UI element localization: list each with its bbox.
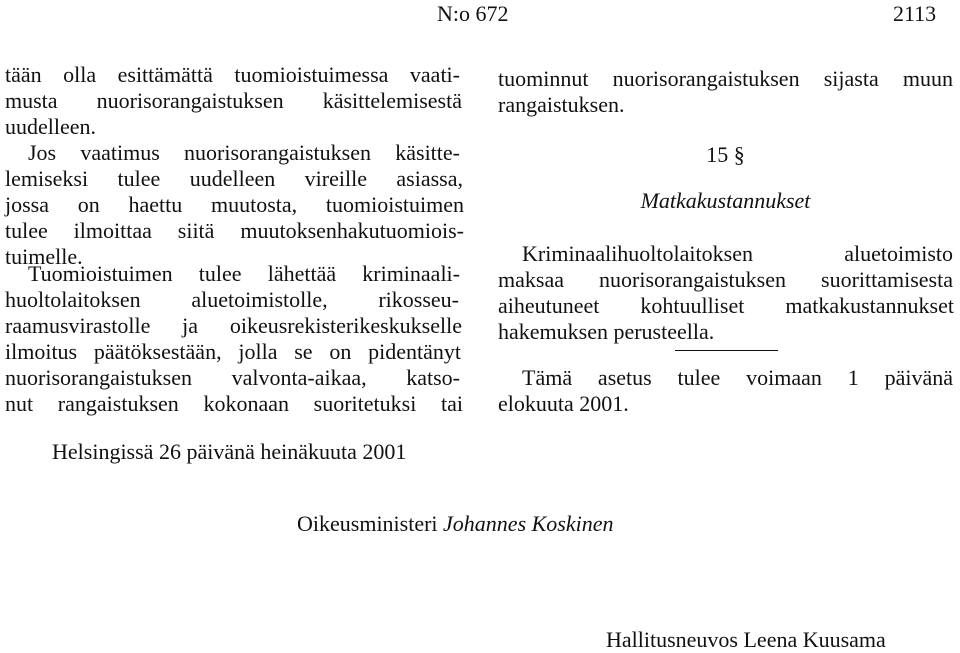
body-line: tään olla esittämättä tuomioistuimessa vaati- bbox=[5, 62, 460, 87]
body-line: tuimelle. bbox=[5, 244, 83, 269]
body-line: Tämä asetus tulee voimaan 1 päivänä bbox=[522, 365, 953, 390]
section-divider bbox=[675, 350, 778, 351]
body-line: uudelleen. bbox=[5, 114, 97, 139]
body-line: elokuuta 2001. bbox=[498, 391, 629, 416]
place-date: Helsingissä 26 päivänä heinäkuuta 2001 bbox=[52, 439, 407, 464]
body-line: musta nuorisorangaistuksen käsittelemisestä bbox=[5, 88, 462, 113]
body-line: Tuomioistuimen tulee lähettää kriminaali- bbox=[28, 261, 460, 286]
section-title: Matkakustannukset bbox=[640, 188, 811, 213]
official-signature: Hallitusneuvos Leena Kuusama bbox=[606, 627, 886, 652]
section-number: 15 § bbox=[706, 142, 745, 167]
body-line: Kriminaalihuoltolaitoksen aluetoimisto bbox=[522, 241, 953, 266]
body-line: huoltolaitoksen aluetoimistolle, rikosseu- bbox=[5, 287, 459, 312]
minister-signature bbox=[297, 511, 614, 537]
minister-title: Oikeusministeri bbox=[297, 511, 438, 536]
body-line: aiheutuneet kohtuulliset matkakustannukset bbox=[498, 293, 954, 318]
body-line: tulee ilmoittaa siitä muutoksenhakutuomiois- bbox=[5, 218, 464, 243]
body-line: lemiseksi tulee uudelleen vireille asiassa, bbox=[5, 166, 463, 191]
body-line: nuorisorangaistuksen valvonta-aikaa, katso- bbox=[5, 365, 460, 390]
body-line: rangaistuksen. bbox=[498, 92, 625, 117]
body-line: ilmoitus päätöksestään, jolla se on pidentänyt bbox=[5, 339, 461, 364]
body-line: nut rangaistuksen kokonaan suoritetuksi tai bbox=[5, 391, 463, 416]
document-number: N:o 672 bbox=[437, 1, 509, 26]
body-line: jossa on haettu muutosta, tuomioistuimen bbox=[5, 192, 464, 217]
body-line: Jos vaatimus nuorisorangaistuksen käsitte- bbox=[28, 140, 460, 165]
page-number: 2113 bbox=[893, 1, 937, 26]
body-line: raamusvirastolle ja oikeusrekisterikeskukselle bbox=[5, 313, 462, 338]
minister-name: Johannes Koskinen bbox=[443, 511, 614, 536]
body-line: hakemuksen perusteella. bbox=[498, 319, 715, 344]
body-line: maksaa nuorisorangaistuksen suorittamisesta bbox=[498, 267, 953, 292]
body-line: tuominnut nuorisorangaistuksen sijasta muun bbox=[498, 66, 953, 91]
